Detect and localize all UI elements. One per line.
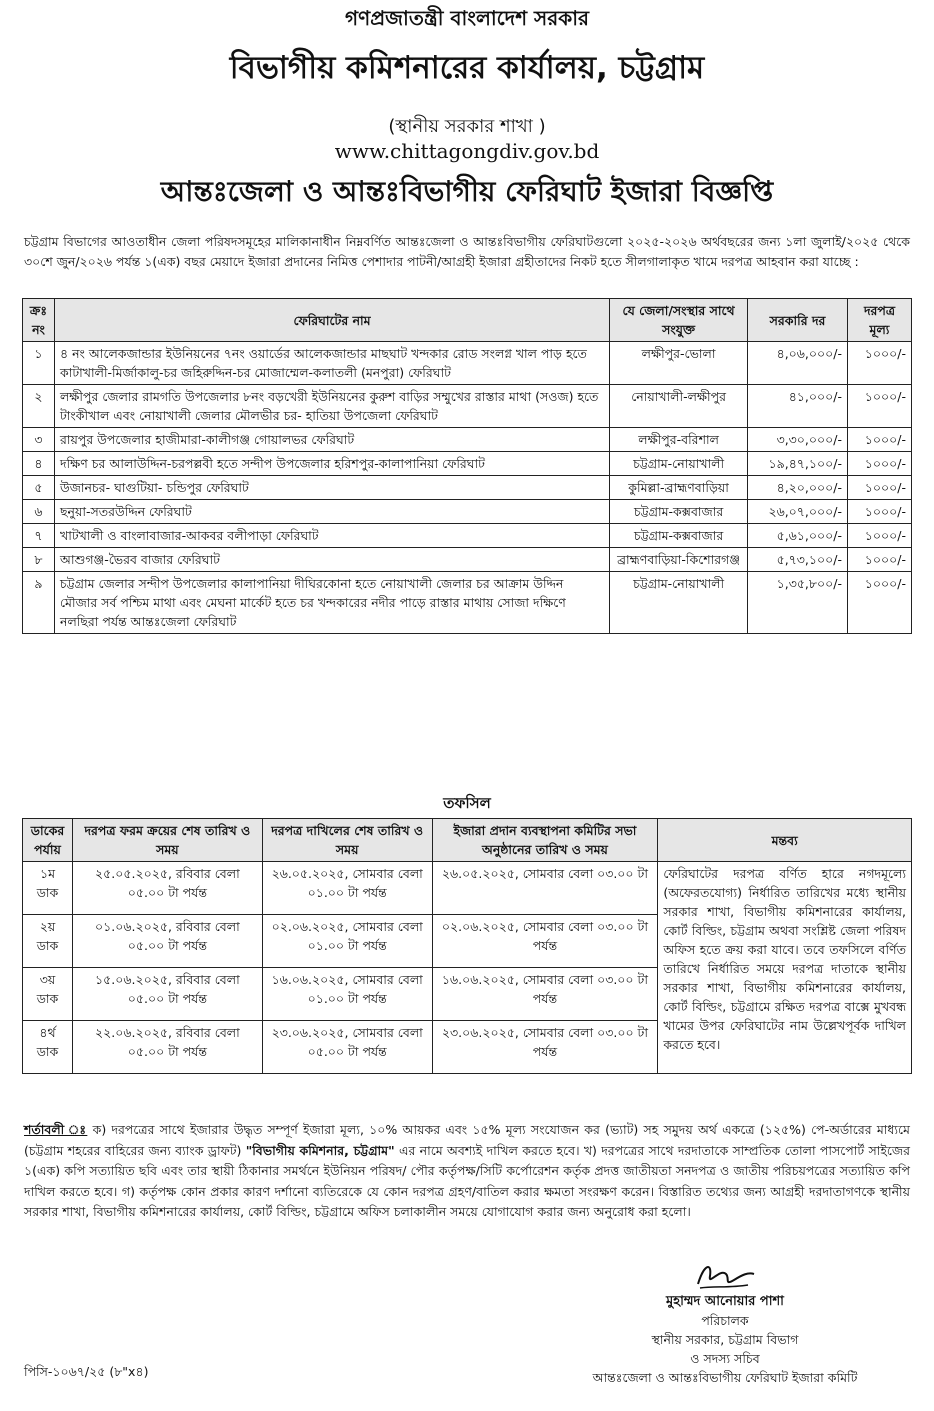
cell-meeting: ২৩.০৬.২০২৫, সোমবার বেলা ০৩.০০ টা পর্যন্ত	[432, 1021, 658, 1074]
cell-serial: ৫	[23, 476, 55, 500]
col-name: ফেরিঘাটের নাম	[54, 299, 609, 342]
cell-district: নোয়াখালী-লক্ষীপুর	[610, 385, 748, 428]
cell-serial: ১	[23, 342, 55, 385]
cell-district: লক্ষীপুর-বরিশাল	[610, 428, 748, 452]
schedule-table-header	[23, 819, 912, 862]
cell-serial: ৬	[23, 500, 55, 524]
cell-meeting: ১৬.০৬.২০২৫, সোমবার বেলা ০৩.০০ টা পর্যন্ত	[432, 968, 658, 1021]
cell-name: খাটখালী ও বাংলাবাজার-আকবর বলীপাড়া ফেরিঘাট	[54, 524, 609, 548]
terms-part-2: এর নামে অবশ্যই দাখিল করতে হবে। খ) দরপত্রের সাথে দরদাতাকে সাম্প্রতিক তোলা পাসপোর্ট সাইজের ১(এক) কপি সত্যায়িত ছবি এবং তার স্থায়ী ঠিকানার সমর্থনে ইউনিয়ন পরিষদ/ পৌর কর্তৃপক্ষ/সিটি কর্পোরেশন কর্তৃক প্রদত্ত জাতীয়তা সনদপত্র ও জাতীয় পরিচয়পত্রের সত্যায়িত কপি দাখিল করতে হবে। গ) কর্তৃপক্ষ কোন প্রকার কারণ দর্শানো ব্যতিরেকে যে কোন দরপত্র গ্রহণ/বাতিল করার ক্ষমতা সংরক্ষণ করেন। বিস্তারিত তথ্যের জন্য আগ্রহী দরদাতাগণকে স্থানীয় সরকার শাখা, বিভাগীয় কমিশনারের কার্যালয়, কোর্ট বিল্ডিং, চট্টগ্রামে অফিস চলাকালীন সময়ে যোগাযোগ করার জন্য অনুরোধ করা হলো।	[24, 1142, 910, 1219]
branch-name: (স্থানীয় সরকার শাখা )	[388, 116, 546, 137]
cell-submission: ২৬.০৫.২০২৫, সোমবার বেলা ০১.০০ টা পর্যন্ত	[262, 862, 432, 915]
cell-district: কুমিল্লা-ব্রাহ্মণবাড়িয়া	[610, 476, 748, 500]
cell-price: ১০০০/-	[848, 524, 912, 548]
cell-name: উজানচর- ঘাগুটিয়া- চন্ডিপুর ফেরিঘাট	[54, 476, 609, 500]
col-submission: দরপত্র দাখিলের শেষ তারিখ ও সময়	[262, 819, 432, 862]
col-remarks: মন্তব্য	[658, 819, 912, 862]
table-row	[23, 342, 912, 385]
cell-district: চট্টগ্রাম-কক্সবাজার	[610, 524, 748, 548]
cell-price: ১০০০/-	[848, 385, 912, 428]
ferry-table-header	[23, 299, 912, 342]
cell-name: লক্ষীপুর জেলার রামগতি উপজেলার ৮নং বড়খেরী ইউনিয়নের কুরুশ বাড়ির সম্মুখের রাস্তার মাথা (সওজ) হতে টাংকীখাল এবং নোয়াখালী জেলার মৌলভীর চর- হাতিয়া উপজেলা ফেরিঘাট	[54, 385, 609, 428]
schedule-table	[22, 818, 912, 1074]
terms-paragraph	[24, 1120, 910, 1223]
table-row	[23, 572, 912, 634]
col-rate: সরকারি দর	[748, 299, 848, 342]
table-row	[23, 476, 912, 500]
signature-mark	[690, 1258, 760, 1292]
cell-round: ৩য় ডাক	[23, 968, 73, 1021]
cell-round: ১ম ডাক	[23, 862, 73, 915]
signatory-dept: স্থানীয় সরকার, চট্টগ্রাম বিভাগ	[651, 1332, 799, 1347]
intro-paragraph: চট্টগ্রাম বিভাগের আওতাধীন জেলা পরিষদসমূহের মালিকানাধীন নিম্নবর্ণিত আন্তঃজেলা ও আন্তঃবিভাগীয় ফেরিঘাটগুলো ২০২৫-২০২৬ অর্থবছরের জন্য ১লা জুলাই/২০২৫ থেকে ৩০শে জুন/২০২৬ পর্যন্ত ১(এক) বছর মেয়াদে ইজারা প্রদানের নিমিত্ত পেশাদার পাটনী/আগ্রহী ইজারা গ্রহীতাদের নিকট হতে সীলগালাকৃত খামে দরপত্র আহবান করা যাচ্ছে :	[24, 234, 910, 269]
cell-price: ১০০০/-	[848, 428, 912, 452]
cell-serial: ৮	[23, 548, 55, 572]
cell-remarks: ফেরিঘাটের দরপত্র বর্ণিত হারে নগদমূল্যে (অফেরতযোগ্য) নির্ধারিত তারিখের মধ্যে স্থানীয় সরকার শাখা, বিভাগীয় কমিশনারের কার্যালয়, কোর্ট বিল্ডিং, চট্টগ্রাম অথবা সংশ্লিষ্ট জেলা পরিষদ অফিস হতে ক্রয় করা যাবে। তবে তফসিলে বর্ণিত তারিখে নির্ধারিত সময়ে দরপত্র দাতাকে স্থানীয় সরকার শাখা, বিভাগীয় কমিশনারের কার্যালয়, কোর্ট বিল্ডিং, চট্টগ্রামে রক্ষিত দরপত্র বাক্সে মুখবন্ধ খামের উপর ফেরিঘাটের নাম উল্লেখপূর্বক দাখিল করতে হবে।	[658, 862, 912, 1074]
signatory-title: পরিচালক	[701, 1313, 749, 1328]
cell-submission: ১৬.০৬.২০২৫, সোমবার বেলা ০১.০০ টা পর্যন্ত	[262, 968, 432, 1021]
cell-purchase: ২৫.০৫.২০২৫, রবিবার বেলা ০৫.০০ টা পর্যন্ত	[72, 862, 262, 915]
schedule-title: তফসিল	[443, 794, 491, 812]
cell-rate: ১,৩৫,৮০০/-	[748, 572, 848, 634]
cell-price: ১০০০/-	[848, 500, 912, 524]
col-price: দরপত্র মূল্য	[848, 299, 912, 342]
table-row	[23, 452, 912, 476]
cell-price: ১০০০/-	[848, 476, 912, 500]
cell-price: ১০০০/-	[848, 342, 912, 385]
cell-name: ছনুয়া-সতরউদ্দিন ফেরিঘাট	[54, 500, 609, 524]
cell-serial: ৭	[23, 524, 55, 548]
cell-meeting: ২৬.০৫.২০২৫, সোমবার বেলা ০৩.০০ টা	[432, 862, 658, 915]
table-row	[23, 524, 912, 548]
cell-meeting: ০২.০৬.২০২৫, সোমবার বেলা ০৩.০০ টা পর্যন্ত	[432, 915, 658, 968]
cell-price: ১০০০/-	[848, 572, 912, 634]
cell-rate: ৪,২০,০০০/-	[748, 476, 848, 500]
cell-district: চট্টগ্রাম-নোয়াখালী	[610, 572, 748, 634]
cell-purchase: ২২.০৬.২০২৫, রবিবার বেলা ০৫.০০ টা পর্যন্ত	[72, 1021, 262, 1074]
cell-serial: ৯	[23, 572, 55, 634]
col-round: ডাকের পর্যায়	[23, 819, 73, 862]
cell-price: ১০০০/-	[848, 548, 912, 572]
signatory-committee: আন্তঃজেলা ও আন্তঃবিভাগীয় ফেরিঘাট ইজারা কমিটি	[592, 1370, 858, 1385]
notice-title: আন্তঃজেলা ও আন্তঃবিভাগীয় ফেরিঘাট ইজারা বিজ্ঞপ্তি	[160, 175, 774, 208]
signatory-role: ও সদস্য সচিব	[690, 1351, 760, 1366]
cell-round: ২য় ডাক	[23, 915, 73, 968]
table-row	[23, 428, 912, 452]
col-district: যে জেলা/সংস্থার সাথে সংযুক্ত	[610, 299, 748, 342]
cell-rate: ৩,৩০,০০০/-	[748, 428, 848, 452]
cell-rate: ৫,৭৩,১০০/-	[748, 548, 848, 572]
cell-rate: ৪,০৬,০০০/-	[748, 342, 848, 385]
col-meeting: ইজারা প্রদান ব্যবস্থাপনা কমিটির সভা অনুষ্ঠানের তারিখ ও সময়	[432, 819, 658, 862]
publication-code: পিসি-১০৬৭/২৫ (৮"x৪)	[24, 1364, 149, 1379]
table-row	[23, 385, 912, 428]
cell-name: ৪ নং আলেকজান্ডার ইউনিয়নের ৭নং ওয়ার্ডের আলেকজান্ডার মাছঘাট খন্দকার রোড সংলগ্ন খাল পাড় হতে কাটাখালী-মির্জাকালু-চর জহিরুদ্দিন-চর মোজাম্মেল-কলাতলী (মনপুরা) ফেরিঘাট	[54, 342, 609, 385]
cell-purchase: ০১.০৬.২০২৫, রবিবার বেলা ০৫.০০ টা পর্যন্ত	[72, 915, 262, 968]
schedule-row	[23, 862, 912, 915]
cell-purchase: ১৫.০৬.২০২৫, রবিবার বেলা ০৫.০০ টা পর্যন্ত	[72, 968, 262, 1021]
signatory-name: মুহাম্মদ আনোয়ার পাশা	[666, 1294, 784, 1309]
cell-submission: ০২.০৬.২০২৫, সোমবার বেলা ০১.০০ টা পর্যন্ত	[262, 915, 432, 968]
cell-district: চট্টগ্রাম-কক্সবাজার	[610, 500, 748, 524]
cell-name: দক্ষিণ চর আলাউদ্দিন-চরপল্লবী হতে সন্দীপ উপজেলার হরিশপুর-কালাপানিয়া ফেরিঘাট	[54, 452, 609, 476]
cell-rate: ১৯,৪৭,১০০/-	[748, 452, 848, 476]
cell-price: ১০০০/-	[848, 452, 912, 476]
terms-part-1: ক) দরপত্রের সাথে ইজারার উদ্ধৃত সম্পূর্ণ ইজারা মূল্য, ১০% আয়কর এবং ১৫% মূল্য সংযোজন কর (ভ্যাট) সহ সমুদয় অর্থ একত্রে (১২৫%) পে-অর্ডারের মাধ্যমে (চট্টগ্রাম শহরের বাহিরের জন্য ব্যাংক ড্রাফট)	[24, 1122, 910, 1158]
cell-serial: ৪	[23, 452, 55, 476]
terms-payee: "বিভাগীয় কমিশনার, চট্টগ্রাম"	[245, 1142, 395, 1158]
table-row	[23, 500, 912, 524]
table-row	[23, 548, 912, 572]
cell-serial: ২	[23, 385, 55, 428]
ferry-table	[22, 298, 912, 634]
terms-label: শর্তাবলী ঃ	[24, 1122, 88, 1137]
cell-district: ব্রাহ্মণবাড়িয়া-কিশোরগঞ্জ	[610, 548, 748, 572]
cell-district: চট্টগ্রাম-নোয়াখালী	[610, 452, 748, 476]
col-purchase: দরপত্র ফরম ক্রয়ের শেষ তারিখ ও সময়	[72, 819, 262, 862]
cell-submission: ২৩.০৬.২০২৫, সোমবার বেলা ০৫.০০ টা পর্যন্ত	[262, 1021, 432, 1074]
cell-district: লক্ষীপুর-ভোলা	[610, 342, 748, 385]
cell-rate: ২৬,০৭,০০০/-	[748, 500, 848, 524]
cell-serial: ৩	[23, 428, 55, 452]
government-name: গণপ্রজাতন্ত্রী বাংলাদেশ সরকার	[345, 6, 589, 30]
cell-name: রায়পুর উপজেলার হাজীমারা-কালীগঞ্জ গোয়ালভর ফেরিঘাট	[54, 428, 609, 452]
cell-rate: ৫,৬১,০০০/-	[748, 524, 848, 548]
col-serial: ক্রঃ নং	[23, 299, 55, 342]
cell-name: চট্টগ্রাম জেলার সন্দীপ উপজেলার কালাপানিয়া দীঘিরকোনা হতে নোয়াখালী জেলার চর আক্রাম উদ্দিন মৌজার সর্ব পশ্চিম মাথা এবং মেঘনা মার্কেট হতে চর খন্দকারের নদীর পাড়ে রাস্তার মাথায় সোজা দক্ষিণে নলছিরা পর্যন্ত আন্তঃজেলা ফেরিঘাট	[54, 572, 609, 634]
signature-block	[560, 1258, 890, 1387]
cell-round: ৪র্থ ডাক	[23, 1021, 73, 1074]
cell-name: আশুগঞ্জ-ভৈরব বাজার ফেরিঘাট	[54, 548, 609, 572]
office-name: বিভাগীয় কমিশনারের কার্যালয়, চট্টগ্রাম	[229, 50, 705, 86]
website-link[interactable]: www.chittagongdiv.gov.bd	[334, 139, 600, 163]
cell-rate: ৪১,০০০/-	[748, 385, 848, 428]
